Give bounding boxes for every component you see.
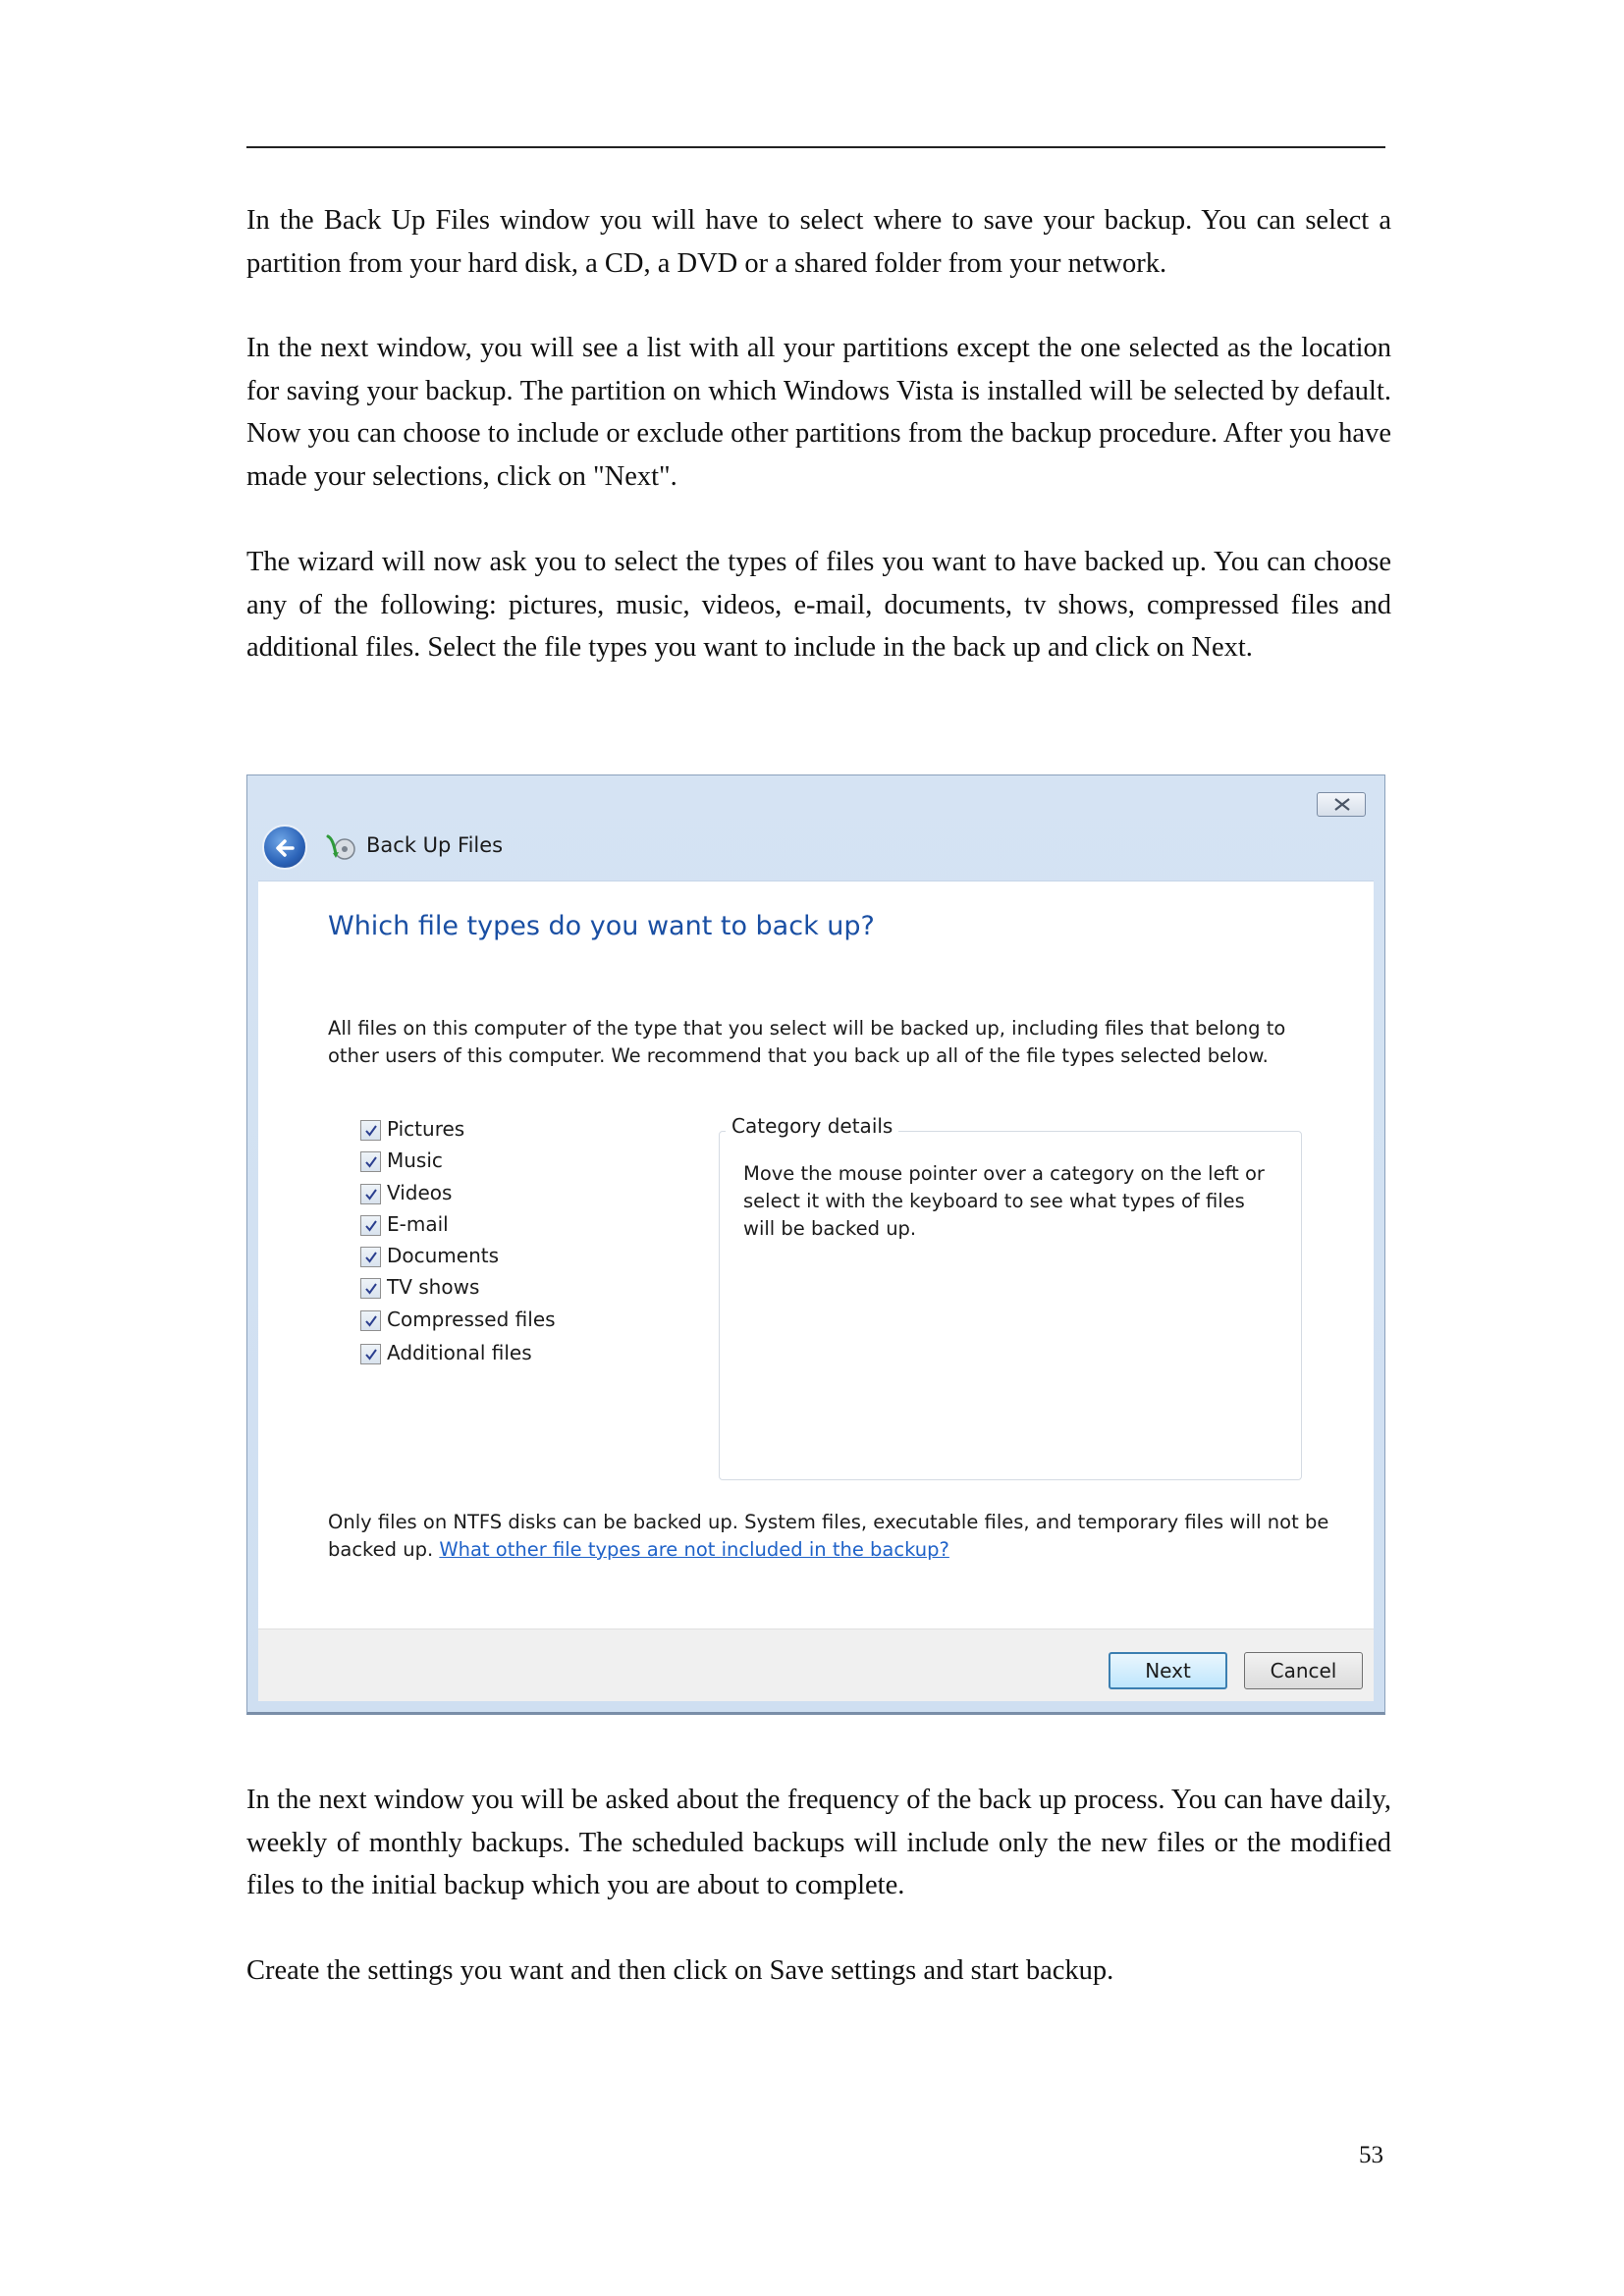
paragraph-1: In the Back Up Files window you will have to select where to save your backup. You can select a partition from your hard disk, a CD, a DVD or a shared folder from your network. <box>246 205 1391 279</box>
category-details-text: Move the mouse pointer over a category on the left or select it with the keyboard to see what types of files will be backed up. <box>743 1162 1265 1240</box>
ntfs-note <box>328 1509 1339 1564</box>
window-title: Back Up Files <box>366 833 504 857</box>
next-button[interactable]: Next <box>1109 1652 1227 1689</box>
page-number: 53 <box>1359 2142 1383 2168</box>
checkmark-icon <box>364 1155 378 1169</box>
excluded-file-types-link[interactable]: What other file types are not included in the backup? <box>439 1538 949 1561</box>
checkmark-icon <box>364 1188 378 1201</box>
close-button[interactable] <box>1317 792 1366 817</box>
dialog-content <box>258 881 1374 1629</box>
checkbox[interactable] <box>360 1120 381 1141</box>
checkbox[interactable] <box>360 1344 381 1364</box>
file-type-label: Additional files <box>387 1341 532 1364</box>
paragraph-4: In the next window you will be asked about the frequency of the back up process. You can have daily, weekly of monthly backups. The scheduled backups will include only the new files or the modified files to the initial backup which you are about to complete. <box>246 1785 1391 1900</box>
dialog-heading: Which file types do you want to back up? <box>328 911 875 941</box>
checkbox[interactable] <box>360 1215 381 1236</box>
checkmark-icon <box>364 1124 378 1138</box>
checkbox[interactable] <box>360 1184 381 1204</box>
file-type-label: Music <box>387 1148 443 1172</box>
category-details-title: Category details <box>726 1114 898 1138</box>
checkbox[interactable] <box>360 1151 381 1172</box>
cancel-button[interactable]: Cancel <box>1244 1652 1363 1689</box>
file-type-label: Compressed files <box>387 1308 556 1331</box>
file-type-label: Pictures <box>387 1117 465 1141</box>
checkmark-icon <box>364 1282 378 1296</box>
ntfs-note-text: Only files on NTFS disks can be backed up. System files, executable files, and temporary files will not be backed up. <box>328 1511 1329 1561</box>
file-type-label: E-mail <box>387 1212 449 1236</box>
paragraph-3: The wizard will now ask you to select the types of files you want to have backed up. You can choose any of the following: pictures, music, videos, e-mail, documents, tv shows, compressed files and additional files. Select the file types you want to include in the back up and click on Next. <box>246 547 1391 663</box>
paragraph-2: In the next window, you will see a list with all your partitions except the one selected as the location for saving your backup. The partition on which Windows Vista is installed will be selected by default. Now you can choose to include or exclude other partitions from the backup procedure. After you have made your selections, click on "Next". <box>246 333 1391 492</box>
checkbox[interactable] <box>360 1247 381 1267</box>
backup-dialog-screenshot <box>246 774 1385 1715</box>
paragraph-5: Create the settings you want and then click on Save settings and start backup. <box>246 1955 1114 1986</box>
checkmark-icon <box>364 1348 378 1362</box>
intro-text: All files on this computer of the type that you select will be backed up, including files that belong to other users of this computer. We recommend that you back up all of the file types selected below. <box>328 1017 1286 1067</box>
checkbox[interactable] <box>360 1278 381 1299</box>
file-type-label: Documents <box>387 1244 500 1267</box>
checkmark-icon <box>364 1219 378 1233</box>
backup-icon <box>324 832 357 862</box>
close-icon <box>1332 797 1352 812</box>
checkmark-icon <box>364 1251 378 1264</box>
checkmark-icon <box>364 1314 378 1328</box>
file-type-label: TV shows <box>387 1275 480 1299</box>
back-button[interactable] <box>262 825 307 870</box>
header-rule <box>246 146 1385 148</box>
file-type-label: Videos <box>387 1181 453 1204</box>
checkbox[interactable] <box>360 1310 381 1331</box>
dialog-footer <box>258 1629 1374 1701</box>
back-arrow-icon <box>273 835 298 861</box>
